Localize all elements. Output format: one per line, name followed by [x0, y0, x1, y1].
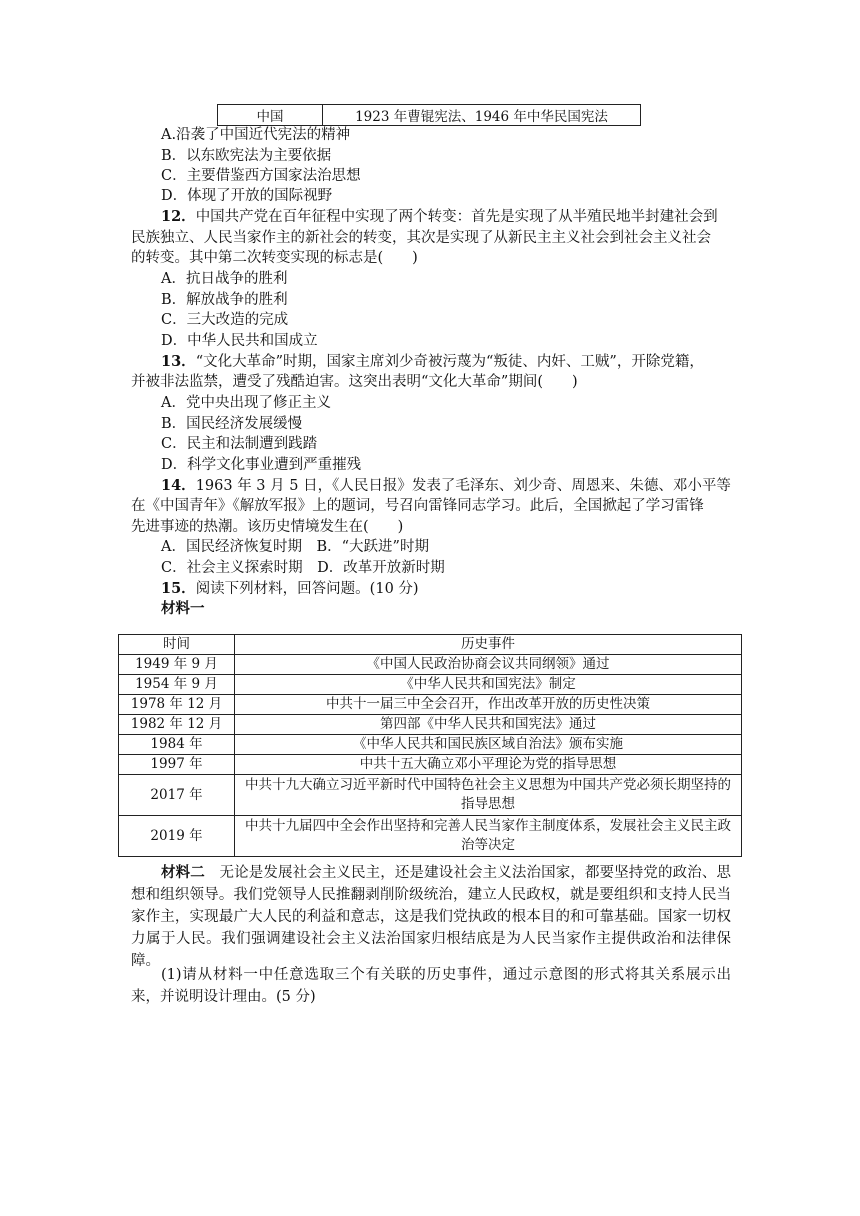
- q12-option-b: B．解放战争的胜利: [161, 292, 288, 308]
- table-row: [119, 816, 742, 857]
- q13-option-a: A．党中央出现了修正主义: [161, 395, 331, 411]
- table-row: [218, 105, 641, 126]
- q12-option-a: A．抗日战争的胜利: [161, 271, 288, 287]
- q14-number: 14．: [161, 477, 196, 494]
- q11-option-d: D．体现了开放的国际视野: [161, 188, 333, 204]
- event-cell: 《中华人民共和国民族区域自治法》颁布实施: [235, 735, 742, 755]
- q11-option-c: C．主要借鉴西方国家法治思想: [161, 168, 361, 184]
- table-row: [119, 655, 742, 675]
- q12-stem-line3: 的转变。其中第二次转变实现的标志是( ): [131, 250, 418, 266]
- constitutions-cell: 1923 年曹锟宪法、1946 年中华民国宪法: [323, 105, 641, 126]
- q13-option-c: C．民主和法制遭到践踏: [161, 436, 318, 452]
- material2-paragraph: [131, 862, 731, 972]
- q12-option-d: D．中华人民共和国成立: [161, 333, 318, 349]
- material2-text: 无论是发展社会主义民主，还是建设社会主义法治国家，都要坚持党的政治、思想和组织领导。我们党领导人民推翻剥削阶级统治，建立人民政权，就是要组织和支持人民当家作主，实现最广大人民的利益和意志，这是我们党执政的根本目的和可靠基础。国家一切权力属于人民。我们强调建设社会主义法治国家归根结底是为人民当家作主提供政治和法律保障。: [131, 865, 732, 969]
- event-cell: 《中华人民共和国宪法》制定: [235, 675, 742, 695]
- q12-option-c: C．三大改造的完成: [161, 312, 289, 328]
- table-row: [119, 675, 742, 695]
- q13-stem-line2: 并被非法监禁，遭受了残酷迫害。这突出表明“文化大革命”期间( ): [131, 374, 578, 390]
- table-row: [119, 715, 742, 735]
- q14-stem-line3: 先进事迹的热潮。该历史情境发生在( ): [131, 519, 404, 535]
- event-cell: 《中国人民政治协商会议共同纲领》通过: [235, 655, 742, 675]
- q15-number: 15．: [161, 580, 196, 597]
- table-header-row: [119, 635, 742, 655]
- time-cell: 1984 年: [119, 735, 235, 755]
- event-cell: 中共十九大确立习近平新时代中国特色社会主义思想为中国共产党必须长期坚持的指导思想: [235, 775, 742, 816]
- time-cell: 1949 年 9 月: [119, 655, 235, 675]
- q14-stem-line1: [161, 476, 731, 496]
- q12-stem-line1: [161, 207, 718, 227]
- q15-stem: [161, 579, 419, 599]
- material2-label: 材料二: [161, 864, 205, 881]
- q13-number: 13．: [161, 353, 196, 370]
- q15-stem-text: 阅读下列材料，回答问题。(10 分): [195, 581, 419, 597]
- q14-options-row2: C．社会主义探索时期 D．改革开放新时期: [161, 560, 445, 576]
- q14-stem-line2: 在《中国青年》《解放军报》上的题词，号召向雷锋同志学习。此后，全国掀起了学习雷锋: [131, 498, 704, 514]
- table-row: [119, 695, 742, 715]
- q13-option-b: B．国民经济发展缓慢: [161, 416, 303, 432]
- event-cell: 中共十一届三中全会召开，作出改革开放的历史性决策: [235, 695, 742, 715]
- q13-stem-text: “文化大革命”时期，国家主席刘少奇被污蔑为“叛徒、内奸、工贼”，开除党籍，: [195, 354, 704, 370]
- table-row: [119, 735, 742, 755]
- table-row: [119, 775, 742, 816]
- time-cell: 2019 年: [119, 816, 235, 857]
- time-cell: 1997 年: [119, 755, 235, 775]
- q14-stem-text: 1963 年 3 月 5 日，《人民日报》发表了毛泽东、刘少奇、周恩来、朱德、邓小平等: [195, 478, 731, 494]
- q15-sub1: (1)请从材料一中任意选取三个有关联的历史事件，通过示意图的形式将其关系展示出来，并说明设计理由。(5 分): [131, 967, 731, 1005]
- constitution-table: [217, 104, 641, 126]
- q13-stem-line1: [161, 352, 704, 372]
- material1-label: 材料一: [161, 600, 205, 617]
- q12-stem-text: 中国共产党在百年征程中实现了两个转变：首先是实现了从半殖民地半封建社会到: [195, 209, 718, 225]
- q12-number: 12．: [161, 208, 196, 225]
- q11-option-a: A.沿袭了中国近代宪法的精神: [161, 127, 351, 143]
- q11-option-b: B．以东欧宪法为主要依据: [161, 148, 332, 164]
- event-cell: 中共十五大确立邓小平理论为党的指导思想: [235, 755, 742, 775]
- table-row: [119, 755, 742, 775]
- country-cell: 中国: [218, 105, 323, 126]
- header-event: 历史事件: [235, 635, 742, 655]
- q14-options-row1: A．国民经济恢复时期 B．“大跃进”时期: [161, 539, 429, 555]
- header-time: 时间: [119, 635, 235, 655]
- event-cell: 中共十九届四中全会作出坚持和完善人民当家作主制度体系，发展社会主义民主政治等决定: [235, 816, 742, 857]
- time-cell: 1954 年 9 月: [119, 675, 235, 695]
- time-cell: 1978 年 12 月: [119, 695, 235, 715]
- event-cell: 第四部《中华人民共和国宪法》通过: [235, 715, 742, 735]
- time-cell: 1982 年 12 月: [119, 715, 235, 735]
- q13-option-d: D．科学文化事业遭到严重摧残: [161, 457, 362, 473]
- history-events-table: [118, 634, 742, 857]
- q12-stem-line2: 民族独立、人民当家作主的新社会的转变，其次是实现了从新民主主义社会到社会主义社会: [131, 230, 711, 246]
- time-cell: 2017 年: [119, 775, 235, 816]
